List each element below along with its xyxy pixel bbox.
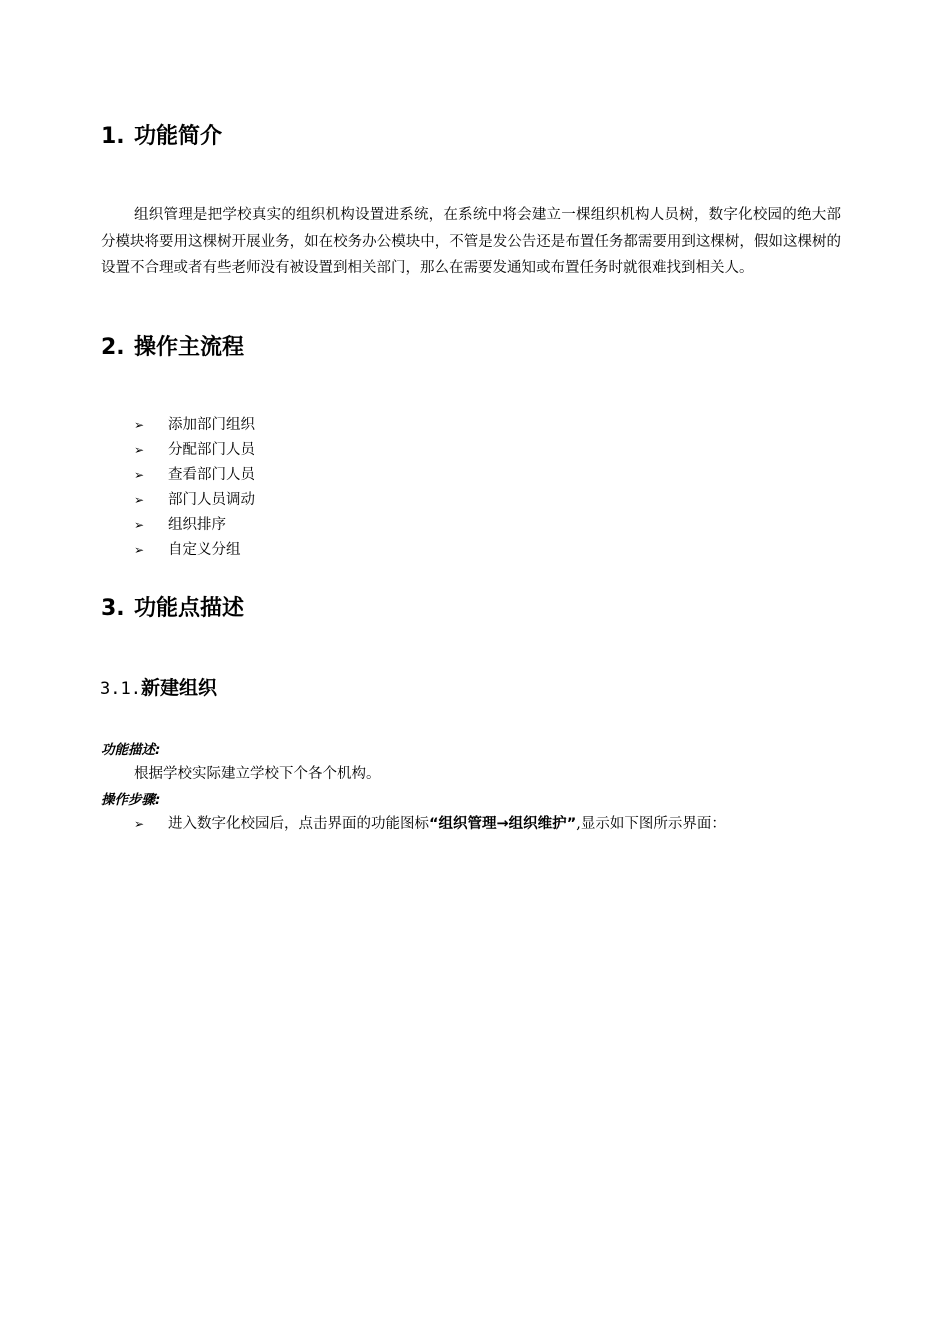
step-text-suffix: ,显示如下图所示界面： <box>576 816 726 832</box>
section-title: 操作主流程 <box>134 335 245 360</box>
list-item-text: 分配部门人员 <box>168 442 255 458</box>
arrow-bullet-icon: ➢ <box>134 443 145 457</box>
intro-paragraph: 组织管理是把学校真实的组织机构设置进系统，在系统中将会建立一棵组织机构人员树，数字化校园的绝大部分模块将要用这棵树开展业务，如在校务办公模块中，不管是发公告还是布置任务都需要用到这棵树，假如这棵树的设置不合理或者有些老师没有被设置到相关部门，那么在需要发通知或布置任务时就很难找到相关人。 <box>101 207 841 276</box>
open-quote: “ <box>429 816 439 832</box>
list-item <box>134 513 255 538</box>
menu-path-highlight: 组织管理→组织维护 <box>438 816 567 832</box>
list-item <box>134 438 255 463</box>
section-title: 功能简介 <box>134 124 223 149</box>
list-item <box>134 538 255 563</box>
list-item-text: 自定义分组 <box>168 542 241 558</box>
func-desc-text: 根据学校实际建立学校下个各个机构。 <box>134 766 381 782</box>
step-text-prefix: 进入数字化校园后，点击界面的功能图标 <box>168 816 429 832</box>
section-heading-1 <box>101 122 222 152</box>
close-quote: ” <box>566 816 577 832</box>
arrow-bullet-icon: ➢ <box>134 493 145 507</box>
section-number: 3. <box>101 596 125 621</box>
arrow-bullet-icon: ➢ <box>134 418 145 432</box>
step-item <box>134 813 726 835</box>
list-item <box>134 463 255 488</box>
func-desc-label: 功能描述: <box>101 742 161 758</box>
subsection-number: 3.1. <box>100 679 141 699</box>
arrow-bullet-icon: ➢ <box>134 543 145 557</box>
list-item-text: 部门人员调动 <box>168 492 255 508</box>
steps-label: 操作步骤: <box>101 792 161 808</box>
flow-list <box>134 413 255 563</box>
section-heading-2 <box>101 333 244 363</box>
arrow-bullet-icon: ➢ <box>134 817 145 831</box>
subsection-heading <box>100 674 217 703</box>
list-item-text: 组织排序 <box>168 517 226 533</box>
list-item <box>134 488 255 513</box>
section-heading-3 <box>101 594 244 624</box>
list-item-text: 添加部门组织 <box>168 417 255 433</box>
arrow-bullet-icon: ➢ <box>134 468 145 482</box>
section-number: 1. <box>101 124 125 149</box>
section-number: 2. <box>101 335 125 360</box>
list-item <box>134 413 255 438</box>
section-title: 功能点描述 <box>134 596 245 621</box>
list-item-text: 查看部门人员 <box>168 467 255 483</box>
subsection-title: 新建组织 <box>140 677 217 699</box>
arrow-bullet-icon: ➢ <box>134 518 145 532</box>
